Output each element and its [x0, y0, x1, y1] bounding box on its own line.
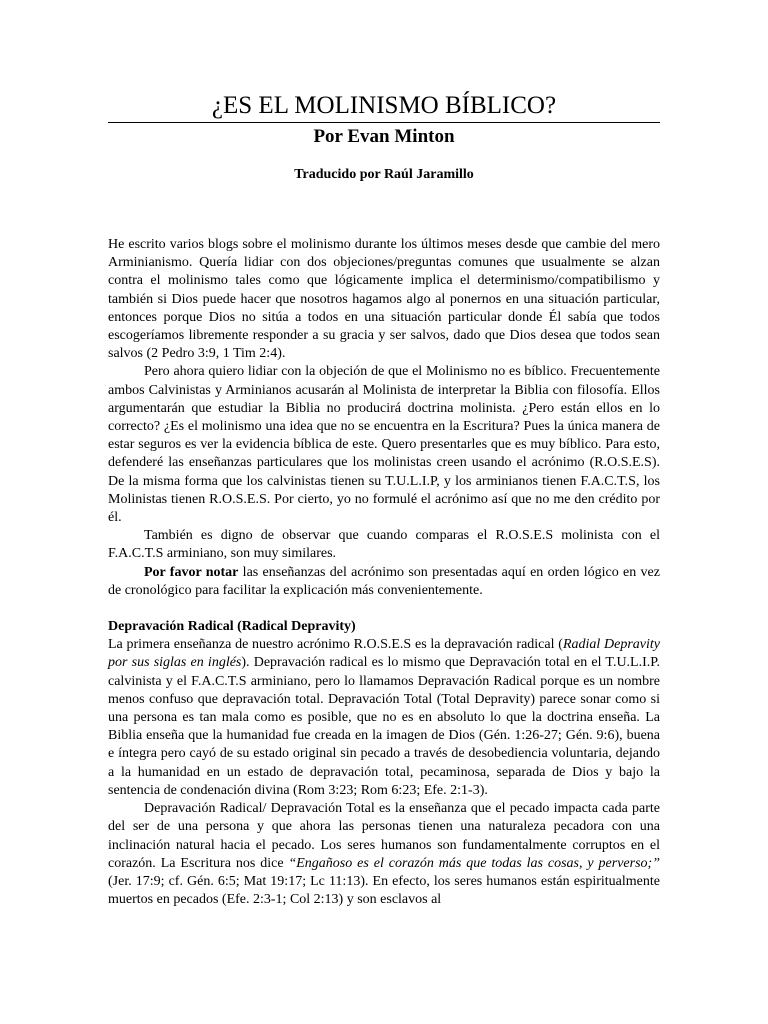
text-segment: (Jer. 17:9; cf. Gén. 6:5; Mat 19:17; Lc 11:13). En efecto, los seres humanos están espiritualmente muertos en pecados (Efe. 2:3-1; Col 2:13) y son esclavos al	[108, 873, 660, 908]
document-translator: Traducido por Raúl Jaramillo	[294, 167, 474, 182]
paragraph-intro: He escrito varios blogs sobre el molinismo durante los últimos meses desde que cambie del mero Arminianismo. Quería lidiar con dos objeciones/preguntas comunes que usualmente se alzan contra el molinismo tales como que lógicamente implica el determinismo/compatibilismo y también si Dios puede hacer que nosotros hagamos algo al ponernos en una situación particular, entonces porque Dios no sitúa a todos en una situación particular donde Él sabía que todos escogeríamos libremente responder a su gracia y ser salvos, dado que Dios desea que todos sean salvos (2 Pedro 3:9, 1 Tim 2:4).	[108, 237, 660, 362]
document-body	[108, 236, 660, 909]
document-author: Por Evan Minton	[313, 126, 455, 147]
note-text: las enseñanzas del acrónimo son presentadas aquí en orden lógico en vez de cronológico para facilitar la explicación más convenientemente.	[108, 564, 660, 598]
text-segment: La primera enseñanza de nuestro acrónimo R.O.S.E.S es la depravación radical (	[108, 637, 563, 653]
paragraph-comparison: También es digno de observar que cuando comparas el R.O.S.E.S molinista con el F.A.C.T.S arminiano, son muy similares.	[108, 528, 660, 562]
document-title: ¿ES EL MOLINISMO BÍBLICO?	[211, 92, 557, 119]
text-segment: Depravación Radical/ Depravación Total es la enseñanza que el pecado impacta cada parte del ser de una persona y que ahora las personas tienen una naturaleza pecadora con una inclinación natural hacia el pecado. Los seres humanos son fundamentalmente corruptos en el corazón. La Escritura nos dice	[108, 801, 660, 871]
paragraph-total-depravity	[108, 800, 660, 909]
paragraph-objection: Pero ahora quiero lidiar con la objeción de que el Molinismo no es bíblico. Frecuentemente ambos Calvinistas y Arminianos acusarán al Molinista de interpretar la Biblia con filosofía. Ellos argumentarán que estudiar la Biblia no producirá doctrina molinista. ¿Pero están ellos en lo correcto? ¿Es el molinismo una idea que no se encuentra en la Escritura? Pues la única manera de estar seguros es ver la evidencia bíblica de este. Quero presentarles que es muy bíblico. Para esto, defenderé las enseñanzas particulares que los molinistas creen usando el acrónimo (R.O.S.E.S). De la misma forma que los calvinistas tienen su T.U.L.I.P, y los arminianos tienen F.A.C.T.S, los Molinistas tienen R.O.S.E.S. Por cierto, yo no formulé el acrónimo así que no me den crédito por él.	[108, 364, 660, 526]
title-rule	[108, 122, 660, 123]
text-segment: ). Depravación radical es lo mismo que Depravación total en el T.U.L.I.P. calvinista y el F.A.C.T.S arminiano, pero lo llamamos Depravación Radical porque es un nombre menos confuso que depravación total. Depravación Total (Total Depravity) parece sonar como si una persona es tan mala como es posible, que no es en absoluto lo que la doctrina enseña. La Biblia enseña que la humanidad fue creada en la imagen de Dios (Gén. 1:26-27; Gén. 9:6), buena e íntegra pero cayó de su estado original sin pecado a través de desobediencia voluntaria, dejando a la humanidad en un estado de depravación total, pecaminosa, separada de Dios y bajo la sentencia de condenación divina (Rom 3:23; Rom 6:23; Efe. 2:1-3).	[108, 655, 660, 798]
note-bold-text: Por favor notar	[144, 564, 239, 580]
paragraph-note	[108, 564, 660, 600]
paragraph-radical-depravity	[108, 636, 660, 800]
section-heading: Depravación Radical (Radical Depravity)	[108, 619, 356, 635]
scripture-quote: “Engañoso es el corazón más que todas las cosas, y perverso;”	[288, 855, 660, 871]
italic-text: Radial Depravity por sus siglas en inglés	[108, 637, 661, 671]
